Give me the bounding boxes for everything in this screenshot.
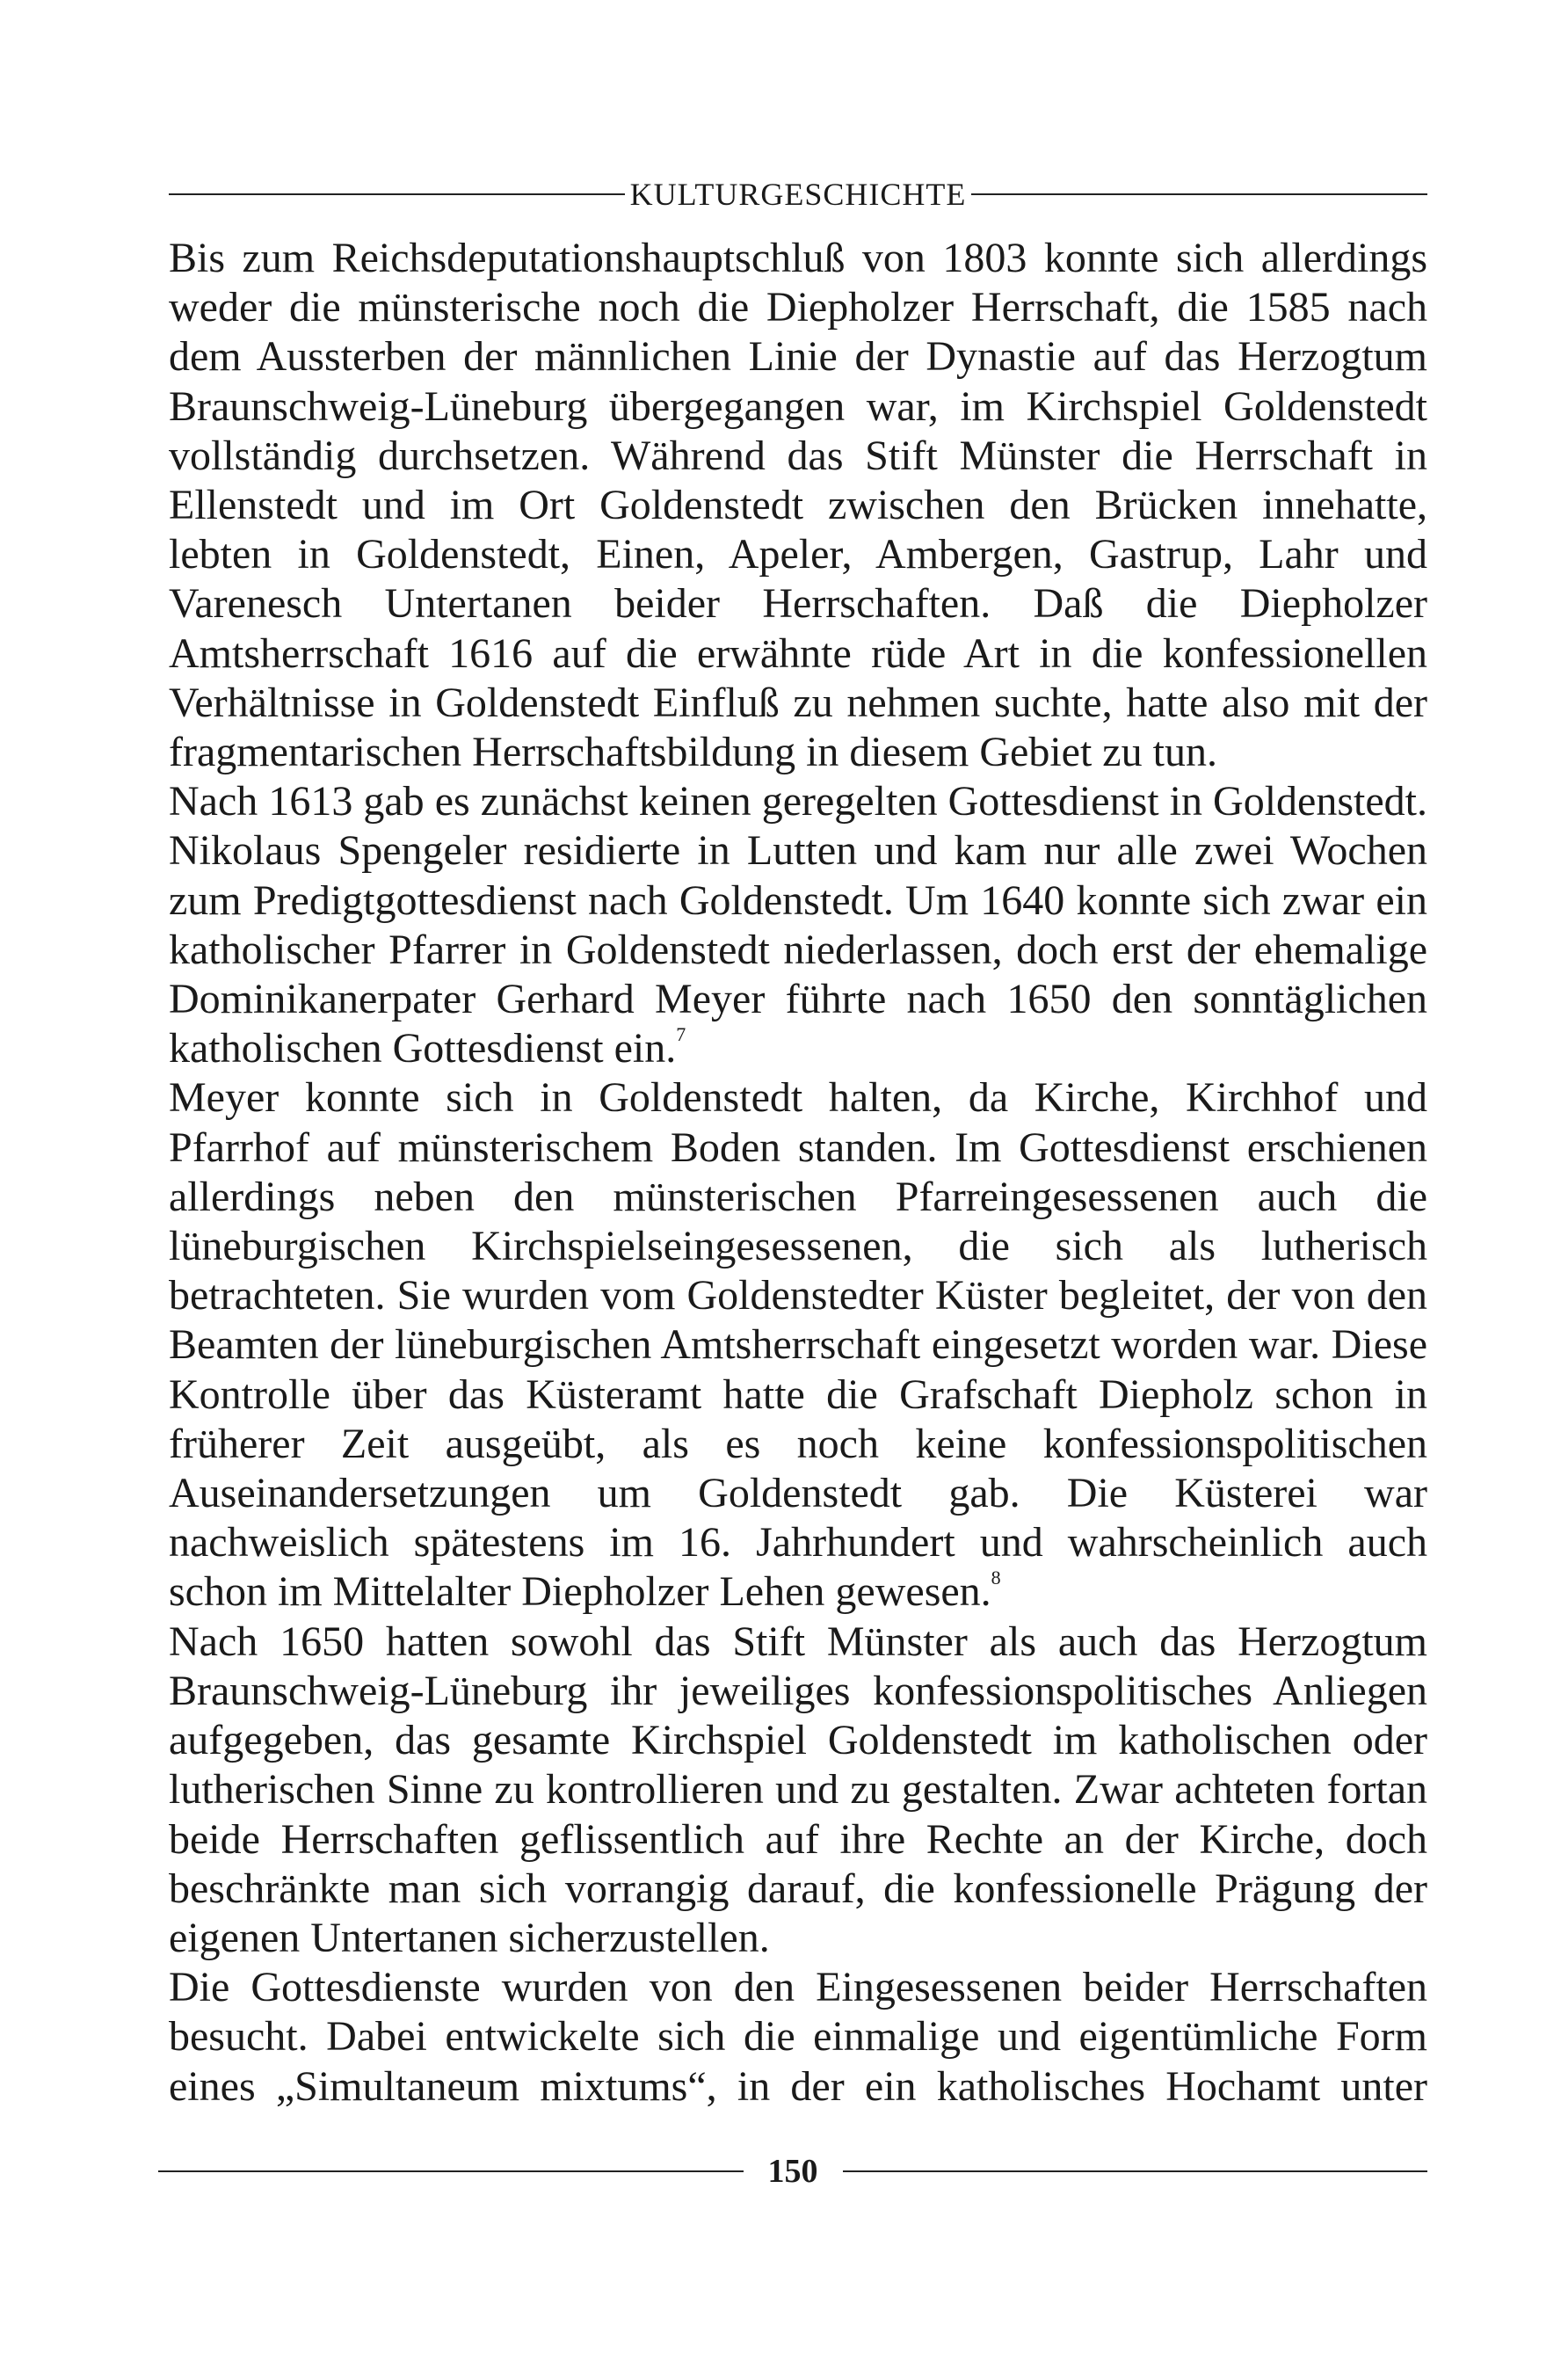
paragraph: Nach 1613 gab es zunächst keinen geregelten Gottesdienst in Goldenstedt. Nikolaus Spengeler residierte in Lutten und kam nur alle zwei Wochen zum Predigtgottesdienst nach Goldenstedt. Um 1640 konnte sich zwar ein katholischer Pfarrer in Goldenstedt niederlassen, doch erst der ehemalige Dominikanerpater Gerhard Meyer führte nach 1650 den sonntäglichen katholischen Gottesdienst ein.$^7$ [169, 778, 1427, 1072]
footer-rule-right [843, 2170, 1428, 2172]
footnote-marker: 8 [991, 1567, 1001, 1589]
body-text [169, 234, 1427, 2112]
running-header [169, 172, 1427, 216]
footer-rule-left [158, 2170, 744, 2172]
page-footer [158, 2145, 1427, 2198]
footnote-marker: 7 [676, 1023, 686, 1046]
page-number: 150 [767, 2153, 818, 2190]
paragraph: Meyer konnte sich in Goldenstedt halten, da Kirche, Kirchhof und Pfarrhof auf münsterischem Boden standen. Im Gottesdienst erschienen allerdings neben den münsterischen Pfarreingesessenen auch die lüneburgischen Kirchspielseingesessenen, die sich als lutherisch betrachteten. Sie wurden vom Goldenstedter Küster begleitet, der von den Beamten der lüneburgischen Amtsherrschaft eingesetzt worden war. Diese Kontrolle über das Küsteramt hatte die Grafschaft Diepholz schon in früherer Zeit ausgeübt, als es noch keine konfessionspolitischen Auseinandersetzungen um Goldenstedt gab. Die Küsterei war nachweislich spätestens im 16. Jahrhundert und wahrscheinlich auch schon im Mittelalter Diepholzer Lehen gewesen.$^8$ [169, 1074, 1427, 1616]
header-rule-right [971, 193, 1427, 195]
paragraph: Bis zum Reichsdeputationshauptschluß von 1803 konnte sich allerdings weder die münsterische noch die Diepholzer Herrschaft, die 1585 nach dem Aussterben der männlichen Linie der Dynastie auf das Herzogtum Braunschweig-Lüneburg übergegangen war, im Kirchspiel Goldenstedt vollständig durchsetzen. Während das Stift Münster die Herrschaft in Ellenstedt und im Ort Goldenstedt zwischen den Brücken innehatte, lebten in Goldenstedt, Einen, Apeler, Ambergen, Gastrup, Lahr und Varenesch Untertanen beider Herrschaften. Daß die Diepholzer Amtsherrschaft 1616 auf die erwähnte rüde Art in die konfessionellen Verhältnisse in Goldenstedt Einfluß zu nehmen suchte, hatte also mit der fragmentarischen Herrschaftsbildung in diesem Gebiet zu tun. [169, 235, 1427, 776]
paragraph: Die Gottesdienste wurden von den Eingesessenen beider Herrschaften besucht. Dabei entwickelte sich die einmalige und eigentümliche Form eines „Simultaneum mixtums“, in der ein katholisches Hochamt unter [169, 1964, 1427, 2110]
header-rule-left [169, 193, 625, 195]
paragraph: Nach 1650 hatten sowohl das Stift Münster als auch das Herzogtum Braunschweig-Lüneburg ihr jeweiliges konfessionspolitisches Anliegen aufgegeben, das gesamte Kirchspiel Goldenstedt im katholischen oder lutherischen Sinne zu kontrollieren und zu gestalten. Zwar achteten fortan beide Herrschaften geflissentlich auf ihre Rechte an der Kirche, doch beschränkte man sich vorrangig darauf, die konfessionelle Prägung der eigenen Untertanen sicherzustellen. [169, 1618, 1427, 1961]
running-header-title: KULTURGESCHICHTE [629, 177, 967, 212]
